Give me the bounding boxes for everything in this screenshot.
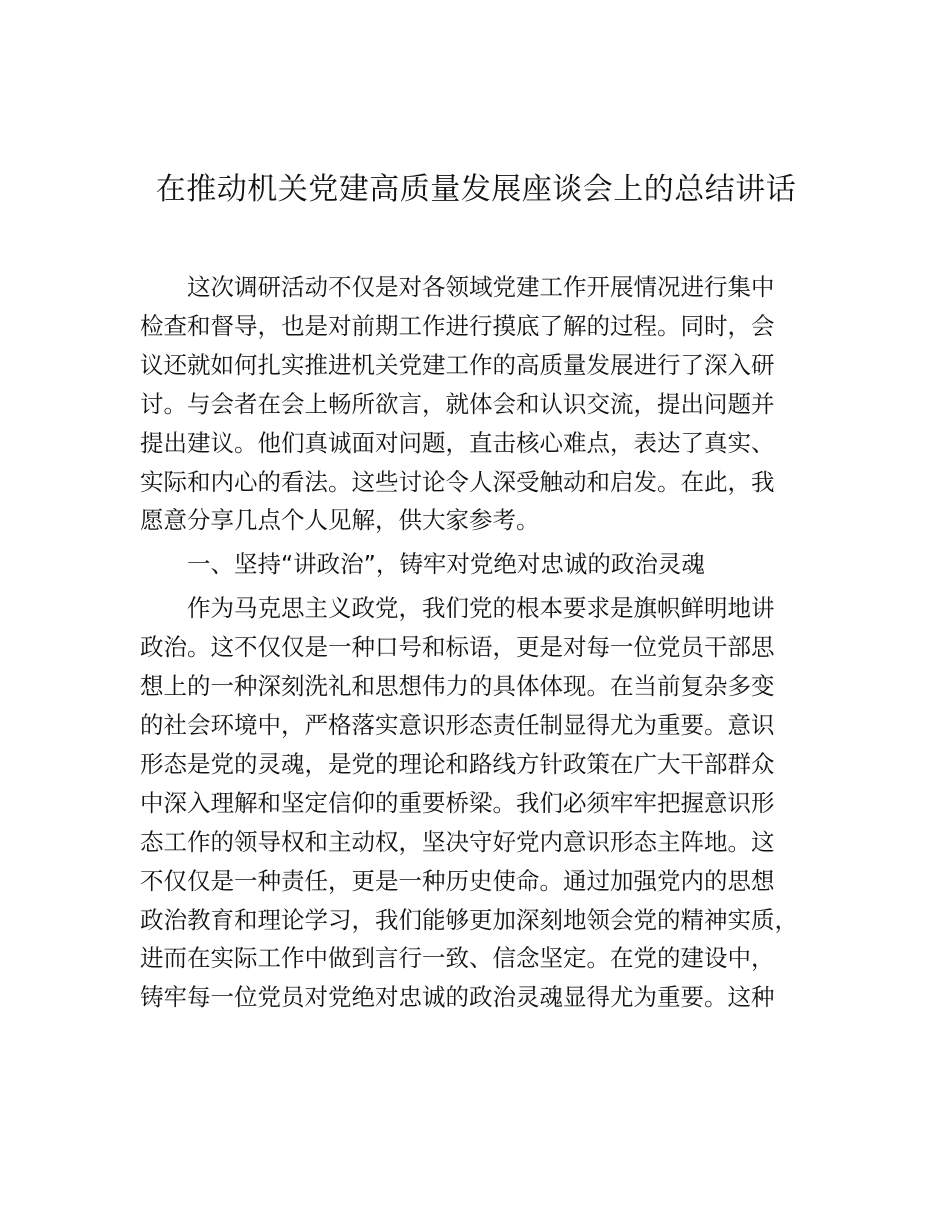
document-body: [140, 268, 828, 1017]
paragraph-section-one: [140, 589, 828, 1017]
text-line: 中深入理解和坚定信仰的重要桥梁。我们必须牢牢把握意识形: [140, 788, 775, 817]
text-line: 的社会环境中，严格落实意识形态责任制显得尤为重要。意识: [140, 710, 775, 739]
text-line: 进而在实际工作中做到言行一致、信念坚定。在党的建设中，: [140, 944, 775, 973]
section-heading: [140, 545, 828, 584]
text-line: 态工作的领导权和主动权，坚决守好党内意识形态主阵地。这: [140, 827, 775, 856]
text-line: 讨。与会者在会上畅所欲言，就体会和认识交流，提出问题并: [140, 389, 775, 418]
text-line: 这次调研活动不仅是对各领域党建工作开展情况进行集中: [187, 273, 775, 301]
text-line: 作为马克思主义政党，我们党的根本要求是旗帜鲜明地讲: [187, 594, 775, 623]
text-line: 不仅仅是一种责任，更是一种历史使命。通过加强党内的思想: [140, 866, 775, 895]
text-line: 政治。这不仅仅是一种口号和标语，更是对每一位党员干部思: [140, 633, 775, 662]
heading-text: 一、坚持“讲政治”，铸牢对党绝对忠诚的政治灵魂: [187, 550, 705, 579]
paragraph-intro: [140, 268, 828, 540]
text-line: 形态是党的灵魂，是党的理论和路线方针政策在广大干部群众: [140, 749, 775, 778]
text-line: 提出建议。他们真诚面对问题，直击核心难点，表达了真实、: [140, 428, 775, 457]
text-line: 想上的一种深刻洗礼和思想伟力的具体体现。在当前复杂多变: [140, 672, 775, 701]
text-line: 政治教育和理论学习，我们能够更加深刻地领会党的精神实质，: [140, 905, 798, 934]
text-line: 议还就如何扎实推进机关党建工作的高质量发展进行了深入研: [140, 350, 775, 379]
text-line: 铸牢每一位党员对党绝对忠诚的政治灵魂显得尤为重要。这种: [140, 983, 775, 1012]
text-line: 实际和内心的看法。这些讨论令人深受触动和启发。在此，我: [140, 467, 775, 496]
text-line: 检查和督导，也是对前期工作进行摸底了解的过程。同时，会: [140, 311, 775, 340]
text-line: 愿意分享几点个人见解，供大家参考。: [140, 506, 540, 535]
page-title: 在推动机关党建高质量发展座谈会上的总结讲话: [155, 172, 797, 207]
